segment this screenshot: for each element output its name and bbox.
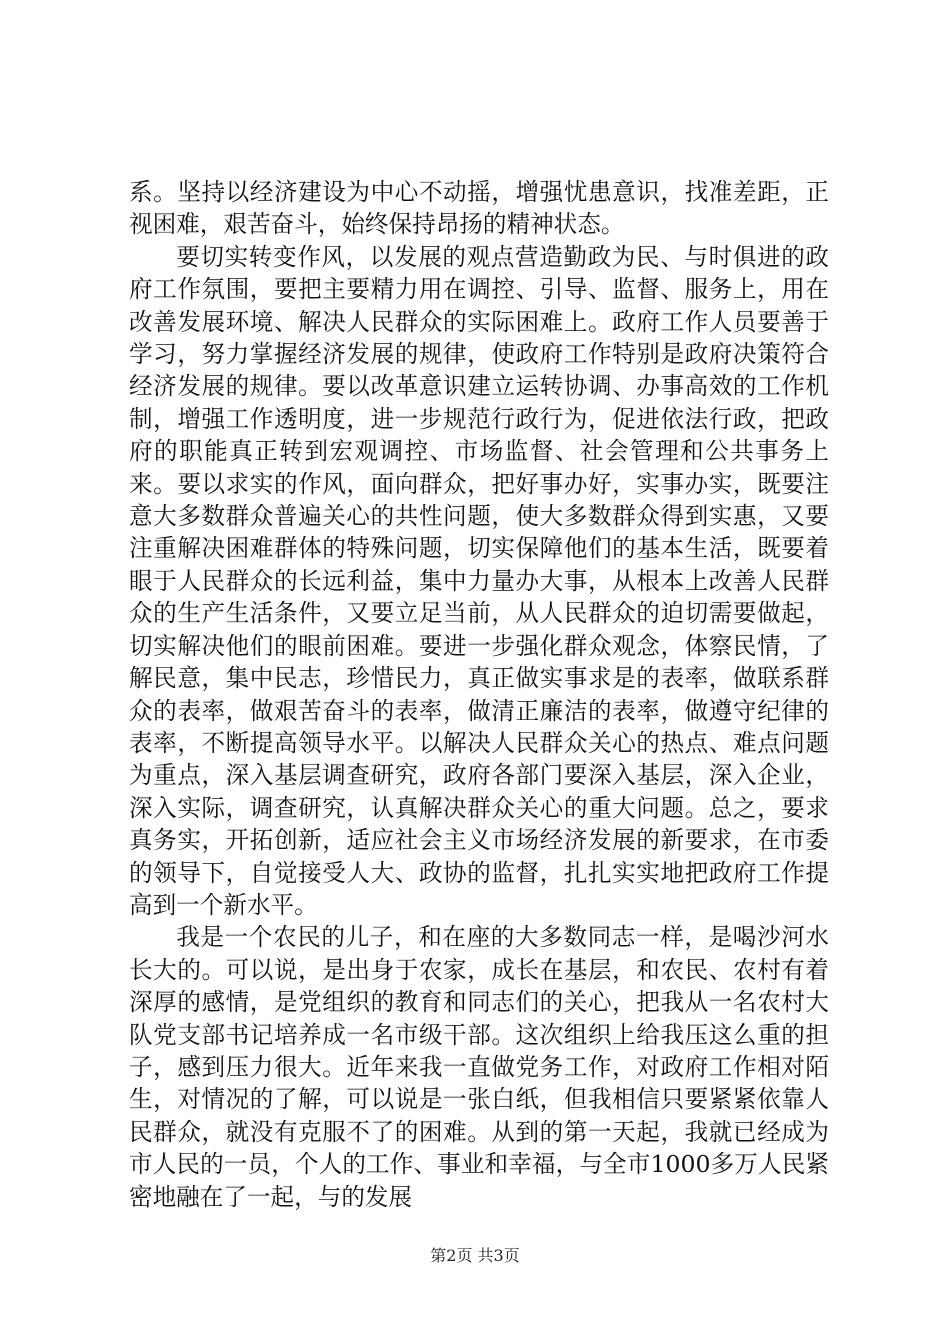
paragraph-personal-statement: 我是一个农民的儿子，和在座的大多数同志一样，是喝沙河水长大的。可以说，是出身于农家，成长在基层，和农民、农村有着深厚的感情，是党组织的教育和同志们的关心，把我从一名农村大队党支部书记培养成一名市级干部。这次组织上给我压这么重的担子，感到压力很大。近年来我一直做党务工作，对政府工作相对陌生，对情况的了解，可以说是一张白纸，但我相信只要紧紧依靠人民群众，就没有克服不了的困难。从到的第一天起，我就已经成为市人民的一员，个人的工作、事业和幸福，与全市1000多万人民紧密地融在了一起，与的发展: [129, 923, 829, 1211]
document-body: [129, 176, 829, 1213]
paragraph-continuation: 系。坚持以经济建设为中心不动摇，增强忧患意识，找准差距，正视困难，艰苦奋斗，始终保持昂扬的精神状态。: [129, 178, 829, 239]
paragraph-work-style: 要切实转变作风，以发展的观点营造勤政为民、与时俱进的政府工作氛围，要把主要精力用在调控、引导、监督、服务上，用在改善发展环境、解决人民群众的实际困难上。政府工作人员要善于学习，努力掌握经济发展的规律，使政府工作特别是政府决策符合经济发展的规律。要以改革意识建立运转协调、办事高效的工作机制，增强工作透明度，进一步规范行政行为，促进依法行政，把政府的职能真正转到宏观调控、市场监督、社会管理和公共事务上来。要以求实的作风，面向群众，把好事办好，实事办实，既要注意大多数群众普遍关心的共性问题，使大多数群众得到实惠，又要注重解决困难群体的特殊问题，切实保障他们的基本生活，既要着眼于人民群众的长远利益，集中力量办大事，从根本上改善人民群众的生产生活条件，又要立足当前，从人民群众的迫切需要做起，切实解决他们的眼前困难。要进一步强化群众观念，体察民情，了解民意，集中民志，珍惜民力，真正做实事求是的表率，做联系群众的表率，做艰苦奋斗的表率，做清正廉洁的表率，做遵守纪律的表率，不断提高领导水平。以解决人民群众关心的热点、难点问题为重点，深入基层调查研究，政府各部门要深入基层，深入企业，深入实际，调查研究，认真解决群众关心的重大问题。总之，要求真务实，开拓创新，适应社会主义市场经济发展的新要求，在市委的领导下，自觉接受人大、政协的监督，扎扎实实地把政府工作提高到一个新水平。: [129, 242, 829, 919]
page-number-footer: 第2页 共3页: [430, 1246, 520, 1265]
